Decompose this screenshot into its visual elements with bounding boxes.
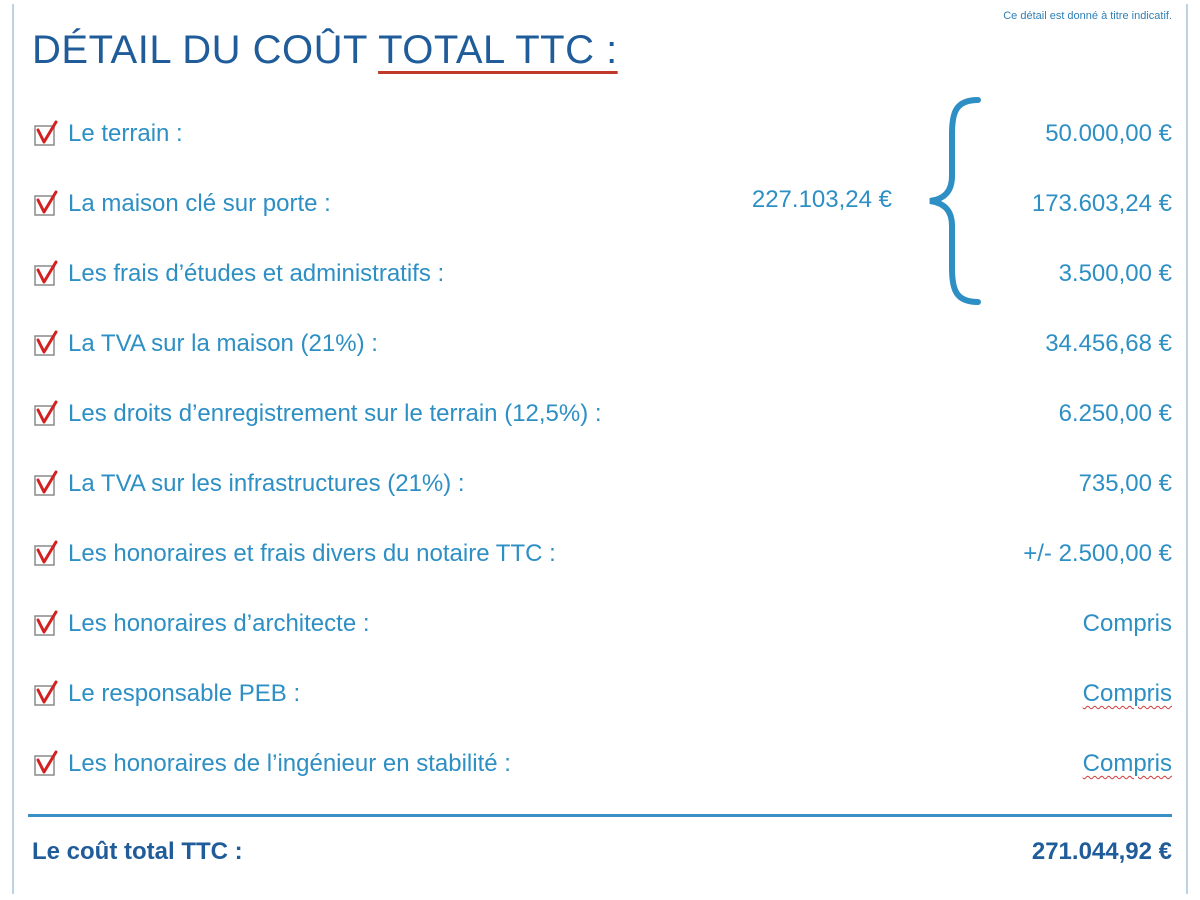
cost-label: La maison clé sur porte :	[68, 190, 331, 217]
checkmark-icon	[32, 750, 60, 778]
cost-label: Le terrain :	[68, 120, 183, 147]
title-prefix: DÉTAIL DU COÛT	[32, 28, 379, 72]
cost-row-tva-maison	[32, 324, 1172, 364]
page-title	[32, 28, 618, 73]
cost-value: 50.000,00 €	[1045, 120, 1172, 147]
checkmark-icon	[32, 120, 60, 148]
checkmark-icon	[32, 540, 60, 568]
cost-value: Compris	[1082, 680, 1172, 707]
cost-row-ingenieur	[32, 744, 1172, 784]
title-underlined: TOTAL TTC :	[378, 28, 618, 72]
cost-row-terrain	[32, 114, 1172, 154]
cost-label: Le responsable PEB :	[68, 680, 301, 707]
cost-value: 6.250,00 €	[1058, 400, 1172, 427]
checkmark-icon	[32, 400, 60, 428]
cost-row-maison	[32, 184, 1172, 224]
cost-value: 173.603,24 €	[1031, 190, 1172, 217]
cost-value: Compris	[1082, 750, 1172, 777]
cost-value: 735,00 €	[1078, 470, 1172, 497]
checkmark-icon	[32, 610, 60, 638]
cost-row-frais-etudes	[32, 254, 1172, 294]
cost-row-droits-enregistrement	[32, 394, 1172, 434]
checkmark-icon	[32, 470, 60, 498]
checkmark-icon	[32, 330, 60, 358]
cost-label: La TVA sur la maison (21%) :	[68, 330, 378, 357]
cost-label: Les honoraires de l’ingénieur en stabilité :	[68, 750, 511, 777]
subtotal-value: 227.103,24 €	[751, 186, 892, 213]
cost-value: 34.456,68 €	[1045, 330, 1172, 357]
cost-row-tva-infrastructures	[32, 464, 1172, 504]
cost-value: Compris	[1082, 610, 1172, 637]
cost-label: Les honoraires et frais divers du notaire TTC :	[68, 540, 556, 567]
total-label: Le coût total TTC :	[32, 838, 243, 865]
cost-label: Les honoraires d’architecte :	[68, 610, 370, 637]
cost-label: Les droits d’enregistrement sur le terrain (12,5%) :	[68, 400, 602, 427]
cost-row-architecte	[32, 604, 1172, 644]
cost-value: 3.500,00 €	[1058, 260, 1172, 287]
curly-brace-icon	[926, 96, 986, 306]
cost-row-peb	[32, 674, 1172, 714]
checkmark-icon	[32, 680, 60, 708]
cost-label: Les frais d’études et administratifs :	[68, 260, 445, 287]
disclaimer-note: Ce détail est donné à titre indicatif.	[1003, 10, 1172, 22]
cost-label: La TVA sur les infrastructures (21%) :	[68, 470, 465, 497]
cost-value: +/- 2.500,00 €	[1023, 540, 1172, 567]
total-value: 271.044,92 €	[1031, 838, 1172, 865]
checkmark-icon	[32, 260, 60, 288]
divider	[28, 814, 1172, 817]
cost-row-notaire	[32, 534, 1172, 574]
checkmark-icon	[32, 190, 60, 218]
